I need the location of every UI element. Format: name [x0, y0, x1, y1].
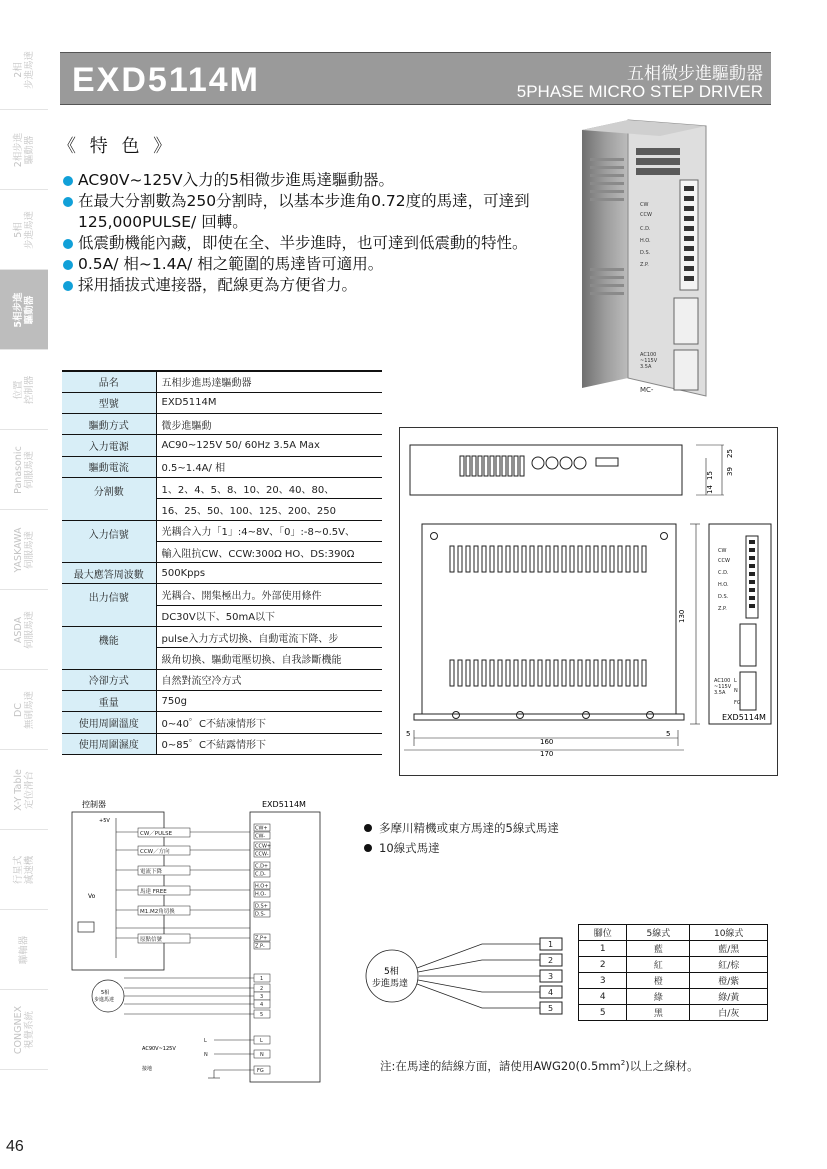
features-heading: 《 特 色 》: [58, 136, 176, 157]
wiring-motor-terminal: 1: [260, 976, 264, 982]
dim-side-label: ~115V: [714, 684, 732, 690]
side-tab-label: [13, 292, 35, 327]
dim-label: 130: [678, 609, 686, 623]
dim-side-label: FG: [734, 700, 741, 706]
spec-row: [62, 563, 382, 584]
spec-value: 輸入阻抗CW、CCW:300Ω HO、DS:390Ω: [156, 541, 382, 562]
side-tab-label: [13, 1005, 35, 1053]
side-tab-line: 2相: [13, 61, 24, 78]
spec-key: 型號: [62, 392, 156, 413]
photo-label: D.S.: [640, 250, 651, 256]
side-tab-label: [13, 132, 35, 167]
dim-label: 25: [726, 449, 734, 458]
feature-item: 0.5A/ 相~1.4A/ 相之範圍的馬達皆可適用。: [62, 254, 532, 275]
spec-table: [62, 370, 382, 755]
motor-pin: 5: [548, 1004, 554, 1013]
spec-value: 0.5~1.4A/ 相: [156, 456, 382, 477]
side-tab-line: 5相: [13, 221, 24, 238]
side-tab-line: 5相步進: [13, 291, 24, 328]
spec-key: 分割數: [62, 477, 156, 520]
side-tab-line: 驅動器: [24, 135, 35, 164]
note-item: 10線式馬達: [363, 838, 559, 858]
dim-label: 15: [706, 471, 714, 480]
side-tab[interactable]: [0, 190, 48, 270]
spec-key: 冷卻方式: [62, 669, 156, 690]
wiring-ground-label: 接地: [142, 1066, 153, 1072]
photo-label: Z.P.: [640, 262, 649, 268]
wiring-terminal: CCW+: [255, 843, 272, 850]
spec-key: 品名: [62, 371, 156, 392]
spec-row: [62, 584, 382, 605]
pin-table-header-cell: 5線式: [627, 925, 690, 941]
side-tab-label: [13, 375, 35, 404]
dimension-drawing: [399, 427, 778, 776]
wiring-controller-label: 控制器: [82, 800, 106, 809]
side-tab[interactable]: [0, 590, 48, 670]
spec-value: 16、25、50、100、125、200、250: [156, 499, 382, 520]
title-english: 5PHASE MICRO STEP DRIVER: [516, 82, 763, 101]
spec-row: [62, 712, 382, 733]
model-title: EXD5114M: [72, 61, 260, 99]
dim-label: 39: [726, 467, 734, 476]
pin-table: [578, 924, 768, 1021]
pin-table-cell: 橙: [627, 973, 690, 989]
spec-value: DC30V以下、50mA以下: [156, 605, 382, 626]
spec-key: 入力信號: [62, 520, 156, 563]
pin-table-cell: 3: [579, 973, 627, 989]
spec-value: 光耦合入力「1」:4~8V、「0」:-8~0.5V、: [156, 520, 382, 541]
wiring-vo-label: Vo: [88, 893, 96, 900]
wiring-terminal: CW-: [255, 833, 266, 840]
dim-label: 160: [540, 738, 554, 746]
spec-key: 入力電源: [62, 435, 156, 456]
side-tab-line: 聯軸器: [18, 935, 30, 964]
spec-value: 0~40゜C不結凍情形下: [156, 712, 382, 733]
product-photo: [580, 118, 710, 403]
pin-table-cell: 5: [579, 1005, 627, 1021]
dim-side-label: L: [734, 678, 737, 684]
spec-row: [62, 627, 382, 648]
pin-table-cell: 1: [579, 941, 627, 957]
side-tab-label: [13, 446, 35, 494]
side-tab-line: 2相步進: [13, 132, 24, 167]
side-tab-label: [19, 935, 30, 964]
pin-table-row: [579, 941, 768, 957]
note-suffix: )以上之線材。: [625, 1059, 699, 1073]
side-tab[interactable]: [0, 830, 48, 910]
wiring-signal-label: CCW／方向: [140, 849, 170, 855]
spec-row: [62, 690, 382, 711]
dim-side-label: C.D.: [718, 570, 729, 576]
wiring-power-terminal: L: [260, 1038, 263, 1044]
feature-item: AC90V~125V入力的5相微步進馬達驅動器。: [62, 170, 532, 191]
note-superscript: 2: [620, 1059, 626, 1068]
photo-label: ~115V: [640, 358, 658, 364]
spec-value: 1、2、4、5、8、10、20、40、80、: [156, 477, 382, 498]
dim-side-label: AC100: [714, 678, 731, 684]
spec-row: [62, 435, 382, 456]
motor-pin: 2: [548, 956, 554, 965]
spec-row: [62, 733, 382, 754]
spec-value: AC90~125V 50/ 60Hz 3.5A Max: [156, 435, 382, 456]
wiring-terminal: Z.P-: [255, 943, 265, 950]
wiring-motor-terminal: 2: [260, 986, 264, 992]
motor-pin: 1: [548, 940, 554, 949]
wiring-power-terminal: N: [260, 1052, 264, 1058]
motor-pin: 4: [548, 988, 554, 997]
side-tab[interactable]: [0, 670, 48, 750]
dim-side-label: CW: [718, 548, 727, 554]
side-tab-line: 伺服馬達: [24, 530, 35, 569]
spec-value: 自然對流空冷方式: [156, 669, 382, 690]
motor-pin: 3: [548, 972, 554, 981]
spec-key: 使用周圍濕度: [62, 733, 156, 754]
pin-table-cell: 藍/黑: [690, 941, 768, 957]
wiring-note: [380, 1058, 699, 1074]
wiring-terminal: Z.P+: [255, 935, 268, 942]
spec-row: [62, 456, 382, 477]
spec-value: 0~85゜C不結露情形下: [156, 733, 382, 754]
wiring-driver-label: EXD5114M: [262, 800, 306, 809]
pin-table-cell: 紅: [627, 957, 690, 973]
side-tab-line: 伺服馬達: [24, 450, 35, 489]
photo-label: C.D.: [640, 226, 651, 232]
wiring-signal-label: 原點信號: [140, 937, 163, 943]
spec-value: 750g: [156, 690, 382, 711]
note-prefix: 注:在馬達的結線方面，請使用AWG20(0.5mm: [380, 1059, 621, 1073]
side-tab[interactable]: [0, 510, 48, 590]
spec-row: [62, 477, 382, 498]
side-tab-line: DC: [13, 702, 24, 717]
wiring-5v-label: +5V: [99, 818, 110, 824]
motor-label: 5相: [384, 967, 399, 977]
side-tab-line: 驅動器: [24, 295, 35, 324]
side-tab-line: 定位滑台: [24, 770, 35, 809]
side-tab-line: 行星式: [13, 855, 24, 884]
spec-key: 最大應答周波數: [62, 563, 156, 584]
wiring-terminal: CCW-: [255, 851, 269, 858]
wiring-signal-label: M1.M2角切換: [140, 909, 175, 915]
side-tab-line: 減速機: [24, 855, 35, 884]
photo-label: H.O.: [640, 238, 651, 244]
spec-row: [62, 520, 382, 541]
wiring-terminal: D.S+: [255, 903, 268, 910]
pin-table-cell: 橙/紫: [690, 973, 768, 989]
side-tab-label: [13, 769, 35, 811]
spec-value: 級角切換、驅動電壓切換、自我診斷機能: [156, 648, 382, 669]
photo-label: AC100: [640, 352, 657, 358]
dim-label: 14: [706, 485, 714, 494]
motor-notes: [363, 818, 559, 858]
wiring-motor-terminal: 5: [260, 1012, 264, 1018]
photo-label: CCW: [640, 212, 652, 218]
spec-key: 重量: [62, 690, 156, 711]
side-tab[interactable]: [0, 270, 48, 350]
pin-table-cell: 藍: [627, 941, 690, 957]
side-tab[interactable]: [0, 990, 48, 1070]
side-tab[interactable]: [0, 750, 48, 830]
photo-label: MC-: [640, 386, 654, 394]
pin-table-cell: 綠: [627, 989, 690, 1005]
side-tab-line: X-Y Table: [13, 768, 24, 811]
photo-label: 3.5A: [640, 364, 652, 370]
side-tab-label: [13, 210, 35, 248]
dim-label: 170: [540, 750, 554, 758]
pin-table-row: [579, 957, 768, 973]
dim-side-label: N: [734, 688, 738, 694]
pin-table-cell: 綠/黃: [690, 989, 768, 1005]
side-tab[interactable]: [0, 110, 48, 190]
pin-table-header-cell: 10線式: [690, 925, 768, 941]
wiring-power-terminal: FG: [257, 1068, 264, 1074]
photo-label: CW: [640, 202, 649, 208]
feature-item: 在最大分割數為250分割時，以基本步進角0.72度的馬達，可達到125,000PULSE/ 回轉。: [62, 191, 532, 233]
wiring-power-terminal-label: L: [204, 1038, 207, 1044]
side-navigation: [0, 30, 48, 1070]
wiring-terminal: H.O-: [255, 891, 267, 898]
side-tab-line: 位置: [13, 379, 24, 400]
pin-table-cell: 紅/棕: [690, 957, 768, 973]
side-tab-line: 視覺系統: [24, 1010, 35, 1049]
pin-table-cell: 2: [579, 957, 627, 973]
wiring-signal-label: 馬達 FREE: [140, 889, 167, 895]
side-tab-line: ASDA: [13, 616, 24, 643]
spec-key: 使用周圍溫度: [62, 712, 156, 733]
side-tab[interactable]: [0, 910, 48, 990]
wiring-motor-terminal: 4: [260, 1002, 264, 1008]
wiring-motor-label: 步進馬達: [94, 997, 115, 1003]
wiring-motor-label: 5相: [101, 990, 110, 996]
wiring-power-terminal-label: N: [204, 1052, 208, 1058]
spec-value: EXD5114M: [156, 392, 382, 413]
side-tab-line: CONGNEX: [13, 1005, 24, 1054]
side-tab[interactable]: [0, 350, 48, 430]
wiring-power-label: AC90V~125V: [142, 1046, 176, 1052]
spec-value: 光耦合、開集極出力。外部使用條件: [156, 584, 382, 605]
pin-table-header: [579, 925, 768, 941]
spec-row: [62, 414, 382, 435]
side-tab-line: 無刷馬達: [24, 690, 35, 729]
side-tab-line: 步進馬達: [24, 210, 35, 249]
spec-row: [62, 392, 382, 413]
side-tab-line: 伺服馬達: [24, 610, 35, 649]
title-chinese: 五相微步進驅動器: [627, 64, 763, 84]
spec-value: pulse入力方式切換、自動電流下降、步: [156, 627, 382, 648]
spec-row: [62, 669, 382, 690]
side-tab-line: 步進馬達: [24, 50, 35, 89]
side-tab-label: [13, 610, 35, 648]
pin-table-cell: 白/灰: [690, 1005, 768, 1021]
side-tab-line: 控制器: [24, 375, 35, 404]
motor-label: 步進馬達: [372, 979, 409, 989]
spec-value: 五相步進馬達驅動器: [156, 371, 382, 392]
side-tab-line: YASKAWA: [13, 526, 24, 573]
motor-connection-diagram: [362, 924, 582, 1024]
side-tab-label: [13, 527, 35, 572]
side-tab-label: [13, 690, 35, 728]
spec-value: 500Kpps: [156, 563, 382, 584]
feature-item: 低震動機能內藏，即使在全、半步進時，也可達到低震動的特性。: [62, 233, 532, 254]
spec-value: 微步進驅動: [156, 414, 382, 435]
side-tab[interactable]: [0, 430, 48, 510]
dim-label: 5: [666, 730, 671, 738]
spec-key: 驅動電流: [62, 456, 156, 477]
wiring-terminal: H.O+: [255, 883, 269, 890]
dim-side-label: 3.5A: [714, 690, 726, 696]
pin-table-row: [579, 973, 768, 989]
dim-side-label: D.S.: [718, 594, 729, 600]
features-list: [62, 170, 532, 296]
side-tab-label: [13, 50, 35, 88]
side-tab[interactable]: [0, 30, 48, 110]
page-header: [60, 52, 771, 105]
pin-table-cell: 黑: [627, 1005, 690, 1021]
side-tab-line: Panasonic: [13, 445, 24, 494]
dim-side-label: H.O.: [718, 582, 729, 588]
wiring-terminal: D.S-: [255, 911, 266, 918]
spec-key: 出力信號: [62, 584, 156, 627]
spec-key: 機能: [62, 627, 156, 670]
dim-side-label: Z.P.: [718, 606, 727, 612]
page-number: 46: [6, 1138, 24, 1155]
wiring-motor-terminal: 3: [260, 994, 264, 1000]
pin-table-header-cell: 腳位: [579, 925, 627, 941]
spec-key: 驅動方式: [62, 414, 156, 435]
wiring-terminal: CW+: [255, 825, 268, 832]
dim-model-label: EXD5114M: [722, 713, 766, 722]
pin-table-row: [579, 1005, 768, 1021]
dim-side-label: CCW: [718, 558, 730, 564]
pin-table-row: [579, 989, 768, 1005]
wiring-signal-label: CW／PULSE: [140, 831, 173, 837]
side-tab-label: [13, 855, 35, 884]
wiring-terminal: C.D+: [255, 863, 269, 870]
wiring-terminal: C.D-: [255, 871, 266, 878]
dim-label: 5: [406, 730, 411, 738]
wiring-diagram: [64, 798, 344, 1088]
note-item: 多摩川精機或東方馬達的5線式馬達: [363, 818, 559, 838]
spec-row: [62, 371, 382, 392]
feature-item: 採用插拔式連接器，配線更為方便省力。: [62, 275, 532, 296]
pin-table-cell: 4: [579, 989, 627, 1005]
wiring-signal-label: 電流下降: [140, 869, 163, 875]
